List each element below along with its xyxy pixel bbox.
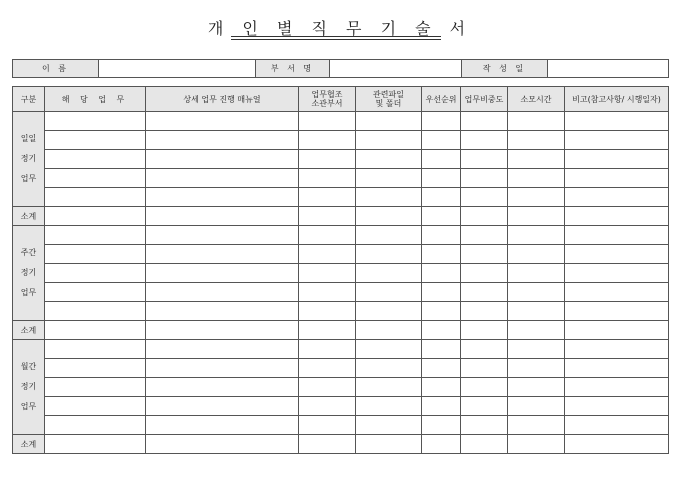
entry-cell[interactable] bbox=[356, 188, 422, 207]
entry-cell[interactable] bbox=[461, 378, 508, 397]
entry-cell[interactable] bbox=[45, 378, 146, 397]
subtotal-cell[interactable] bbox=[146, 321, 299, 340]
entry-cell[interactable] bbox=[422, 340, 461, 359]
entry-cell[interactable] bbox=[565, 264, 669, 283]
entry-cell[interactable] bbox=[45, 245, 146, 264]
entry-cell[interactable] bbox=[45, 131, 146, 150]
entry-cell[interactable] bbox=[299, 226, 356, 245]
category-cell bbox=[13, 340, 45, 435]
subtotal-cell[interactable] bbox=[146, 207, 299, 226]
entry-cell[interactable] bbox=[508, 359, 565, 378]
entry-cell[interactable] bbox=[508, 131, 565, 150]
entry-cell[interactable] bbox=[461, 150, 508, 169]
entry-cell[interactable] bbox=[508, 150, 565, 169]
subtotal-cell[interactable] bbox=[422, 321, 461, 340]
entry-cell[interactable] bbox=[508, 226, 565, 245]
header-type: 구분 bbox=[13, 87, 45, 112]
category-label: 업무 bbox=[20, 174, 37, 183]
entry-cell[interactable] bbox=[508, 283, 565, 302]
entry-cell[interactable] bbox=[508, 169, 565, 188]
entry-cell[interactable] bbox=[45, 397, 146, 416]
entry-cell[interactable] bbox=[146, 131, 299, 150]
table-row bbox=[13, 359, 669, 378]
category-label: 정기 bbox=[20, 268, 37, 277]
entry-cell[interactable] bbox=[565, 397, 669, 416]
entry-cell[interactable] bbox=[146, 283, 299, 302]
entry-cell[interactable] bbox=[299, 397, 356, 416]
entry-cell[interactable] bbox=[422, 188, 461, 207]
title-underline-second bbox=[231, 39, 441, 40]
entry-cell[interactable] bbox=[356, 131, 422, 150]
entry-cell[interactable] bbox=[461, 188, 508, 207]
entry-cell[interactable] bbox=[356, 283, 422, 302]
category-label: 주간 bbox=[20, 248, 37, 257]
entry-cell[interactable] bbox=[565, 169, 669, 188]
entry-cell[interactable] bbox=[146, 397, 299, 416]
entry-cell[interactable] bbox=[146, 264, 299, 283]
entry-cell[interactable] bbox=[146, 188, 299, 207]
category-label: 일일 bbox=[20, 134, 37, 143]
entry-cell[interactable] bbox=[299, 188, 356, 207]
entry-cell[interactable] bbox=[422, 302, 461, 321]
header-weight: 업무비중도 bbox=[461, 87, 508, 112]
category-cell bbox=[13, 226, 45, 321]
entry-cell[interactable] bbox=[356, 397, 422, 416]
table-row bbox=[13, 302, 669, 321]
entry-cell[interactable] bbox=[508, 264, 565, 283]
entry-cell[interactable] bbox=[422, 112, 461, 131]
subtotal-cell[interactable] bbox=[146, 435, 299, 454]
subtotal-cell[interactable] bbox=[461, 321, 508, 340]
entry-cell[interactable] bbox=[45, 283, 146, 302]
info-table bbox=[12, 59, 669, 78]
subtotal-cell[interactable] bbox=[45, 207, 146, 226]
table-row bbox=[13, 340, 669, 359]
entry-cell[interactable] bbox=[508, 188, 565, 207]
table-row bbox=[13, 112, 669, 131]
entry-cell[interactable] bbox=[356, 340, 422, 359]
entry-cell[interactable] bbox=[45, 188, 146, 207]
entry-cell[interactable] bbox=[356, 359, 422, 378]
subtotal-row bbox=[13, 435, 669, 454]
name-field[interactable] bbox=[99, 60, 256, 78]
category-label: 정기 bbox=[20, 154, 37, 163]
entry-cell[interactable] bbox=[461, 283, 508, 302]
subtotal-cell[interactable] bbox=[299, 207, 356, 226]
subtotal-cell[interactable] bbox=[508, 435, 565, 454]
subtotal-row bbox=[13, 321, 669, 340]
entry-cell[interactable] bbox=[356, 226, 422, 245]
title-underline bbox=[231, 36, 441, 37]
header-priority: 우선순위 bbox=[422, 87, 461, 112]
entry-cell[interactable] bbox=[356, 150, 422, 169]
entry-cell[interactable] bbox=[45, 359, 146, 378]
entry-cell[interactable] bbox=[461, 416, 508, 435]
department-label: 부 서 명 bbox=[256, 60, 330, 78]
entry-cell[interactable] bbox=[299, 150, 356, 169]
entry-cell[interactable] bbox=[146, 359, 299, 378]
entry-cell[interactable] bbox=[565, 226, 669, 245]
entry-cell[interactable] bbox=[508, 302, 565, 321]
date-label: 작 성 일 bbox=[462, 60, 548, 78]
entry-cell[interactable] bbox=[299, 245, 356, 264]
subtotal-cell[interactable] bbox=[565, 321, 669, 340]
subtotal-cell[interactable] bbox=[356, 207, 422, 226]
job-description-table bbox=[12, 86, 669, 454]
header-note: 비고(참고사항/ 시행일자) bbox=[565, 87, 669, 112]
entry-cell[interactable] bbox=[422, 359, 461, 378]
entry-cell[interactable] bbox=[299, 359, 356, 378]
subtotal-label: 소계 bbox=[13, 207, 45, 226]
entry-cell[interactable] bbox=[146, 112, 299, 131]
entry-cell[interactable] bbox=[299, 264, 356, 283]
table-row bbox=[13, 378, 669, 397]
entry-cell[interactable] bbox=[146, 302, 299, 321]
table-row bbox=[13, 283, 669, 302]
entry-cell[interactable] bbox=[356, 112, 422, 131]
subtotal-cell[interactable] bbox=[461, 207, 508, 226]
entry-cell[interactable] bbox=[508, 340, 565, 359]
entry-cell[interactable] bbox=[146, 245, 299, 264]
entry-cell[interactable] bbox=[356, 378, 422, 397]
entry-cell[interactable] bbox=[422, 226, 461, 245]
table-row bbox=[13, 131, 669, 150]
subtotal-cell[interactable] bbox=[356, 321, 422, 340]
entry-cell[interactable] bbox=[565, 283, 669, 302]
subtotal-label: 소계 bbox=[13, 321, 45, 340]
table-row bbox=[13, 150, 669, 169]
entry-cell[interactable] bbox=[461, 245, 508, 264]
subtotal-cell[interactable] bbox=[508, 321, 565, 340]
category-label: 업무 bbox=[20, 288, 37, 297]
entry-cell[interactable] bbox=[565, 359, 669, 378]
entry-cell[interactable] bbox=[299, 283, 356, 302]
table-row bbox=[13, 169, 669, 188]
category-cell bbox=[13, 112, 45, 207]
entry-cell[interactable] bbox=[299, 131, 356, 150]
table-row bbox=[13, 264, 669, 283]
entry-cell[interactable] bbox=[565, 245, 669, 264]
entry-cell[interactable] bbox=[565, 150, 669, 169]
entry-cell[interactable] bbox=[422, 264, 461, 283]
entry-cell[interactable] bbox=[45, 169, 146, 188]
table-row bbox=[13, 416, 669, 435]
entry-cell[interactable] bbox=[422, 150, 461, 169]
header-coop-dept: 업무협조 소관부서 bbox=[299, 87, 356, 112]
entry-cell[interactable] bbox=[45, 340, 146, 359]
entry-cell[interactable] bbox=[461, 340, 508, 359]
subtotal-cell[interactable] bbox=[45, 321, 146, 340]
entry-cell[interactable] bbox=[45, 150, 146, 169]
entry-cell[interactable] bbox=[146, 169, 299, 188]
entry-cell[interactable] bbox=[565, 188, 669, 207]
entry-cell[interactable] bbox=[565, 302, 669, 321]
entry-cell[interactable] bbox=[299, 169, 356, 188]
subtotal-cell[interactable] bbox=[422, 207, 461, 226]
entry-cell[interactable] bbox=[146, 150, 299, 169]
subtotal-cell[interactable] bbox=[565, 207, 669, 226]
subtotal-cell[interactable] bbox=[356, 435, 422, 454]
entry-cell[interactable] bbox=[356, 245, 422, 264]
subtotal-cell[interactable] bbox=[461, 435, 508, 454]
entry-cell[interactable] bbox=[461, 112, 508, 131]
entry-cell[interactable] bbox=[356, 302, 422, 321]
subtotal-cell[interactable] bbox=[299, 435, 356, 454]
entry-cell[interactable] bbox=[565, 416, 669, 435]
entry-cell[interactable] bbox=[508, 245, 565, 264]
entry-cell[interactable] bbox=[508, 378, 565, 397]
table-row bbox=[13, 245, 669, 264]
table-row bbox=[13, 188, 669, 207]
entry-cell[interactable] bbox=[299, 340, 356, 359]
entry-cell[interactable] bbox=[45, 264, 146, 283]
subtotal-label: 소계 bbox=[13, 435, 45, 454]
category-label: 정기 bbox=[20, 382, 37, 391]
entry-cell[interactable] bbox=[422, 169, 461, 188]
entry-cell[interactable] bbox=[508, 416, 565, 435]
subtotal-cell[interactable] bbox=[45, 435, 146, 454]
subtotal-cell[interactable] bbox=[299, 321, 356, 340]
entry-cell[interactable] bbox=[508, 112, 565, 131]
header-row bbox=[13, 87, 669, 112]
entry-cell[interactable] bbox=[45, 226, 146, 245]
entry-cell[interactable] bbox=[45, 416, 146, 435]
entry-cell[interactable] bbox=[299, 302, 356, 321]
entry-cell[interactable] bbox=[45, 302, 146, 321]
entry-cell[interactable] bbox=[565, 378, 669, 397]
entry-cell[interactable] bbox=[422, 416, 461, 435]
entry-cell[interactable] bbox=[461, 359, 508, 378]
header-related-files: 관련파일 및 폴더 bbox=[356, 87, 422, 112]
entry-cell[interactable] bbox=[356, 416, 422, 435]
name-label: 이 름 bbox=[13, 60, 99, 78]
category-label: 월간 bbox=[20, 362, 37, 371]
entry-cell[interactable] bbox=[299, 416, 356, 435]
entry-cell[interactable] bbox=[461, 264, 508, 283]
header-task: 해 당 업 무 bbox=[45, 87, 146, 112]
entry-cell[interactable] bbox=[461, 397, 508, 416]
entry-cell[interactable] bbox=[422, 245, 461, 264]
subtotal-row bbox=[13, 207, 669, 226]
entry-cell[interactable] bbox=[422, 378, 461, 397]
date-field[interactable] bbox=[548, 60, 669, 78]
entry-cell[interactable] bbox=[422, 283, 461, 302]
table-row bbox=[13, 397, 669, 416]
table-row bbox=[13, 226, 669, 245]
entry-cell[interactable] bbox=[461, 131, 508, 150]
category-label: 업무 bbox=[20, 402, 37, 411]
entry-cell[interactable] bbox=[422, 397, 461, 416]
entry-cell[interactable] bbox=[356, 169, 422, 188]
entry-cell[interactable] bbox=[45, 112, 146, 131]
entry-cell[interactable] bbox=[146, 378, 299, 397]
entry-cell[interactable] bbox=[461, 169, 508, 188]
entry-cell[interactable] bbox=[565, 131, 669, 150]
subtotal-cell[interactable] bbox=[508, 207, 565, 226]
entry-cell[interactable] bbox=[146, 226, 299, 245]
entry-cell[interactable] bbox=[508, 397, 565, 416]
entry-cell[interactable] bbox=[146, 416, 299, 435]
entry-cell[interactable] bbox=[422, 131, 461, 150]
entry-cell[interactable] bbox=[146, 340, 299, 359]
entry-cell[interactable] bbox=[356, 264, 422, 283]
entry-cell[interactable] bbox=[565, 340, 669, 359]
entry-cell[interactable] bbox=[461, 226, 508, 245]
subtotal-cell[interactable] bbox=[422, 435, 461, 454]
header-manual: 상세 업무 진행 매뉴얼 bbox=[146, 87, 299, 112]
entry-cell[interactable] bbox=[565, 112, 669, 131]
entry-cell[interactable] bbox=[299, 378, 356, 397]
entry-cell[interactable] bbox=[299, 112, 356, 131]
department-field[interactable] bbox=[330, 60, 462, 78]
document-title: 개 인 별 직 무 기 술 서 bbox=[207, 19, 473, 38]
header-time: 소모시간 bbox=[508, 87, 565, 112]
entry-cell[interactable] bbox=[461, 302, 508, 321]
subtotal-cell[interactable] bbox=[565, 435, 669, 454]
